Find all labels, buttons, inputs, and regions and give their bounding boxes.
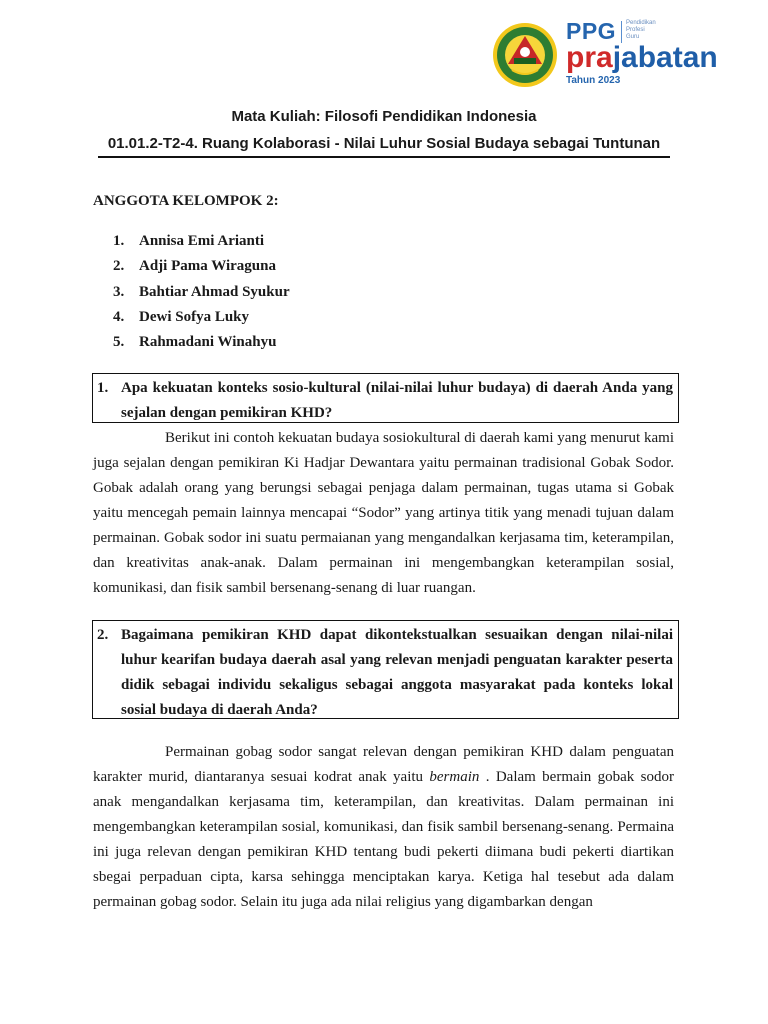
answer-1-paragraph: [93, 426, 674, 601]
logo-year: Tahun 2023: [566, 75, 621, 86]
course-title: Mata Kuliah: Filosofi Pendidikan Indonesia: [231, 108, 537, 125]
list-item: 1. Annisa Emi Arianti: [113, 233, 265, 249]
question-1-text: Apa kekuatan konteks sosio-kultural (nilai-nilai luhur budaya) di daerah Anda yang sejalan dengan pemikiran KHD?: [121, 380, 673, 421]
university-seal-logo: [492, 22, 558, 88]
list-item: 2. Adji Pama Wiraguna: [113, 258, 276, 275]
question-2-number: 2.: [97, 627, 109, 643]
ppg-divider: [621, 21, 622, 43]
answer-1-text: Berikut ini contoh kekuatan budaya sosiokultural di daerah kami yang menurut kami juga sejalan dengan pemikiran Ki Hadjar Dewantara yaitu permainan tradisional Gobak Sodor. Gobak adalah orang yang berungsi sebagai penjaga dalam permainan, tugas utama si Gobak yaitu mencegah pemain lainnya mencapai “Sodor” yang artinya titik yang menadi tujuan dalam permainan. Gobak sodor ini suatu permaianan yang mengandalkan kerjasama tim, keterampilan, dan kreativitas anak-anak. Dalam permainan ini mengembangkan keterampilan sosial, komunikasi, dan fisik sambil bersenang-senang di luar ruangan.: [93, 430, 674, 596]
group-heading: ANGGOTA KELOMPOK 2:: [93, 193, 279, 209]
member-list: [113, 230, 290, 356]
answer-2-text-part1: Permainan gobag sodor sangat relevan dengan pemikiran KHD dalam penguatan karakter murid, diantaranya sesuai kodrat anak yaitu: [93, 744, 674, 785]
question-1-box: [92, 373, 679, 423]
answer-2-italic: bermain: [429, 769, 480, 785]
ppg-subtitle: Pendidikan Profesi Guru: [626, 20, 656, 40]
list-item: 5. Rahmadani Winahyu: [113, 334, 277, 351]
topic-title: 01.01.2-T2-4. Ruang Kolaborasi - Nilai Luhur Sosial Budaya sebagai Tuntunan: [98, 135, 670, 158]
prajabatan-text: prajabatan: [566, 41, 718, 74]
list-item: 4. Dewi Sofya Luky: [113, 308, 250, 325]
question-1-number: 1.: [97, 380, 109, 396]
answer-2-paragraph: [93, 740, 674, 915]
question-2-box: [92, 620, 679, 719]
list-item: 3. Bahtiar Ahmad Syukur: [113, 283, 290, 300]
question-2-text: Bagaimana pemikiran KHD dapat dikontekstualkan sesuaikan dengan nilai-nilai luhur kearifan budaya daerah asal yang relevan menjadi penguatan karakter peserta didik sebagai individu sekaligus sebagai anggota masyarakat pada konteks lokal sosial budaya di daerah Anda?: [121, 627, 673, 718]
ppg-prajabatan-logo: [566, 18, 716, 98]
answer-2-text-part2: . Dalam bermain gobak sodor anak mengandalkan kerjasama tim, keterampilan, dan kreativitas. Dalam permainan ini mengembangkan keterampilan sosial, komunikasi, dan fisik sambil bersenang-senang. Permaina ini juga relevan dengan pemikiran KHD tentang budi pekerti diimana budi pekerti diartikan sbegai perpaduan cipta, karsa sehingga menciptakan karya. Ketiga hal tesebut ada dalam permainan gobag sodor. Selain itu juga ada nilai religius yang digambarkan dengan: [93, 769, 674, 910]
ppg-text: PPG: [566, 18, 617, 44]
